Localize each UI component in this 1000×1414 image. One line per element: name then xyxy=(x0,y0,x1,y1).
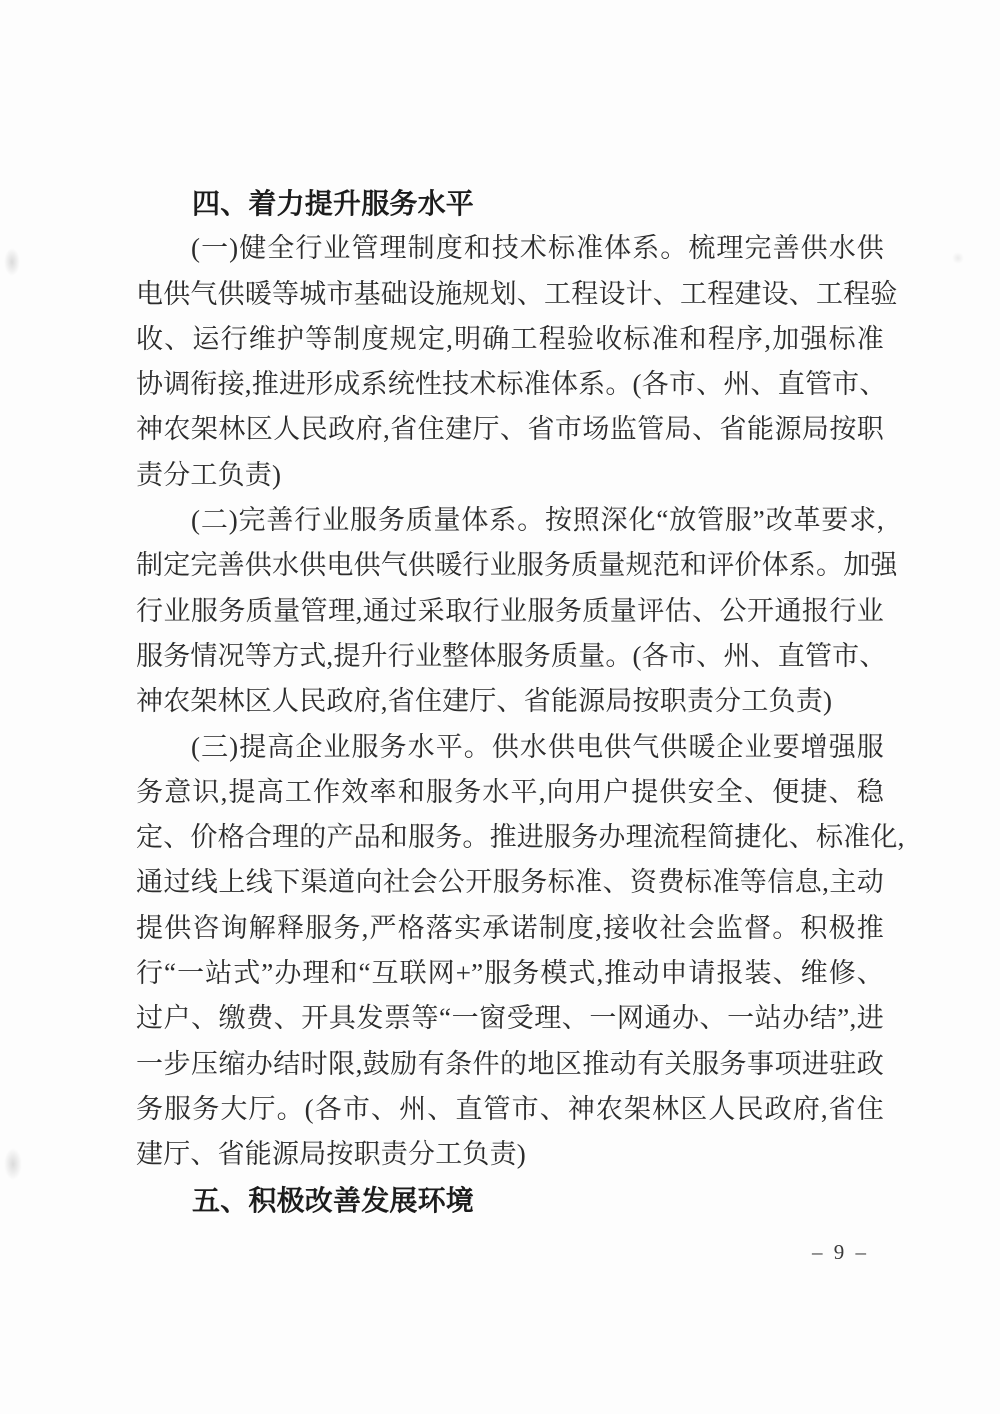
scan-artifact xyxy=(4,248,20,276)
paragraph-1-line: 神农架林区人民政府,省住建厅、省市场监管局、省能源局按职 xyxy=(136,414,884,445)
scan-artifact xyxy=(952,252,964,264)
paragraph-3-line: 定、价格合理的产品和服务。推进服务办理流程简捷化、标准化, xyxy=(136,822,905,853)
paragraph-1-line: 协调衔接,推进形成系统性技术标准体系。(各市、州、直管市、 xyxy=(136,369,887,400)
paragraph-3-line: 通过线上线下渠道向社会公开服务标准、资费标准等信息,主动 xyxy=(136,867,884,898)
paragraph-3-line: (三)提高企业服务水平。供水供电供气供暖企业要增强服 xyxy=(191,731,884,762)
paragraph-1-line: 责分工负责) xyxy=(136,459,282,490)
paragraph-1-line: 收、运行维护等制度规定,明确工程验收标准和程序,加强标准 xyxy=(136,323,884,354)
paragraph-2-line: 行业服务质量管理,通过采取行业服务质量评估、公开通报行业 xyxy=(136,595,884,626)
page-number: – 9 – xyxy=(812,1240,869,1264)
paragraph-2-line: 神农架林区人民政府,省住建厅、省能源局按职责分工负责) xyxy=(136,686,833,717)
paragraph-1-line: 电供气供暖等城市基础设施规划、工程设计、工程建设、工程验 xyxy=(136,278,898,309)
paragraph-3-line: 务服务大厅。(各市、州、直管市、神农架林区人民政府,省住 xyxy=(136,1093,884,1124)
paragraph-3-line: 务意识,提高工作效率和服务水平,向用户提供安全、便捷、稳 xyxy=(136,776,884,807)
paragraph-2-line: (二)完善行业服务质量体系。按照深化“放管服”改革要求, xyxy=(191,505,884,536)
section-heading-five: 五、积极改善发展环境 xyxy=(192,1184,475,1216)
paragraph-3-line: 行“一站式”办理和“互联网+”服务模式,推动申请报装、维修、 xyxy=(136,958,884,989)
paragraph-3-line: 提供咨询解释服务,严格落实承诺制度,接收社会监督。积极推 xyxy=(136,912,884,943)
paragraph-3-line: 建厅、省能源局按职责分工负责) xyxy=(136,1139,526,1170)
paragraph-3-line: 一步压缩办结时限,鼓励有条件的地区推动有关服务事项进驻政 xyxy=(136,1048,884,1079)
section-heading-four: 四、着力提升服务水平 xyxy=(192,188,475,219)
paragraph-1-line: (一)健全行业管理制度和技术标准体系。梳理完善供水供 xyxy=(191,233,884,264)
paragraph-2-line: 服务情况等方式,提升行业整体服务质量。(各市、州、直管市、 xyxy=(136,640,887,671)
document-body xyxy=(136,181,905,1223)
paragraph-3-line: 过户、缴费、开具发票等“一窗受理、一网通办、一站办结”,进 xyxy=(136,1003,884,1034)
scan-artifact xyxy=(4,1148,22,1180)
paragraph-2-line: 制定完善供水供电供气供暖行业服务质量规范和评价体系。加强 xyxy=(136,550,898,581)
